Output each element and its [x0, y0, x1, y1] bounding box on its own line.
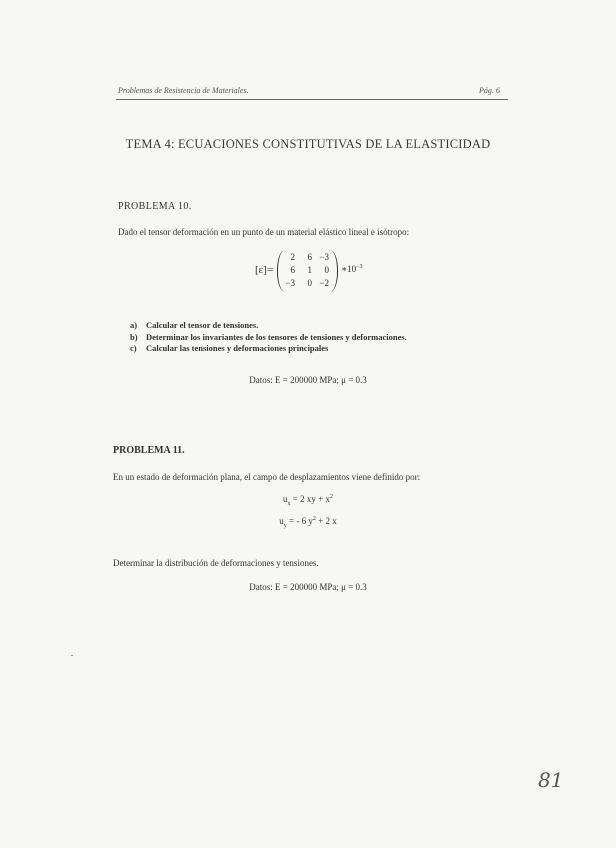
matrix-cell: 6 [290, 265, 295, 275]
problem-10-heading: PROBLEMA 10. [118, 201, 192, 212]
scan-speck [71, 655, 73, 656]
matrix-cell: 0 [307, 278, 312, 288]
problem-11-heading: PROBLEMA 11. [113, 445, 185, 456]
matrix-cell: 0 [324, 265, 329, 275]
running-header-page: Pág. 6 [479, 86, 500, 95]
displacement-equation-y: $u_y$ = - 6 $y^2 + 2$ x [279, 516, 337, 529]
matrix-label: [ε]= [255, 264, 274, 276]
handwritten-page-number: 81 [538, 768, 564, 792]
problem-10-data: Datos: E = 200000 MPa; μ = 0.3 [249, 375, 367, 385]
chapter-title: TEMA 4: ECUACIONES CONSTITUTIVAS DE LA ELASTICIDAD [125, 137, 491, 151]
problem-11-data: Datos: E = 200000 MPa; μ = 0.3 [249, 582, 367, 592]
matrix-cell: 6 [307, 252, 312, 262]
matrix-scale-factor: $∗10^{-3}$ [341, 264, 363, 274]
matrix-cell: 2 [290, 252, 295, 262]
problem-10-intro: Dado el tensor deformación en un punto de un material elástico lineal e isótropo: [118, 227, 410, 237]
matrix-right-bracket [329, 250, 338, 292]
displacement-equation-x: $u_x = 2$ xy + $x^2$ [283, 494, 333, 507]
running-header-title: Problemas de Resistencia de Materiales. [118, 86, 249, 95]
problem-10-tasks [130, 320, 407, 355]
matrix-cell: −3 [285, 278, 295, 288]
problem-11-intro: En un estado de deformación plana, el campo de desplazamientos viene definido por: [113, 472, 421, 482]
task-item: c) Calcular las tensiones y deformaciones principales [130, 343, 329, 353]
problem-11-task: Determinar la distribución de deformaciones y tensiones. [113, 558, 319, 568]
header-rule [116, 99, 508, 100]
strain-tensor-matrix [255, 250, 375, 294]
task-item: b) Determinar los invariantes de los tensores de tensiones y deformaciones. [130, 331, 407, 342]
task-item: a) Calcular el tensor de tensiones. [130, 320, 259, 330]
matrix-cell: 1 [307, 265, 312, 275]
matrix-cell: −3 [319, 252, 329, 262]
matrix-cell: −2 [319, 278, 329, 288]
